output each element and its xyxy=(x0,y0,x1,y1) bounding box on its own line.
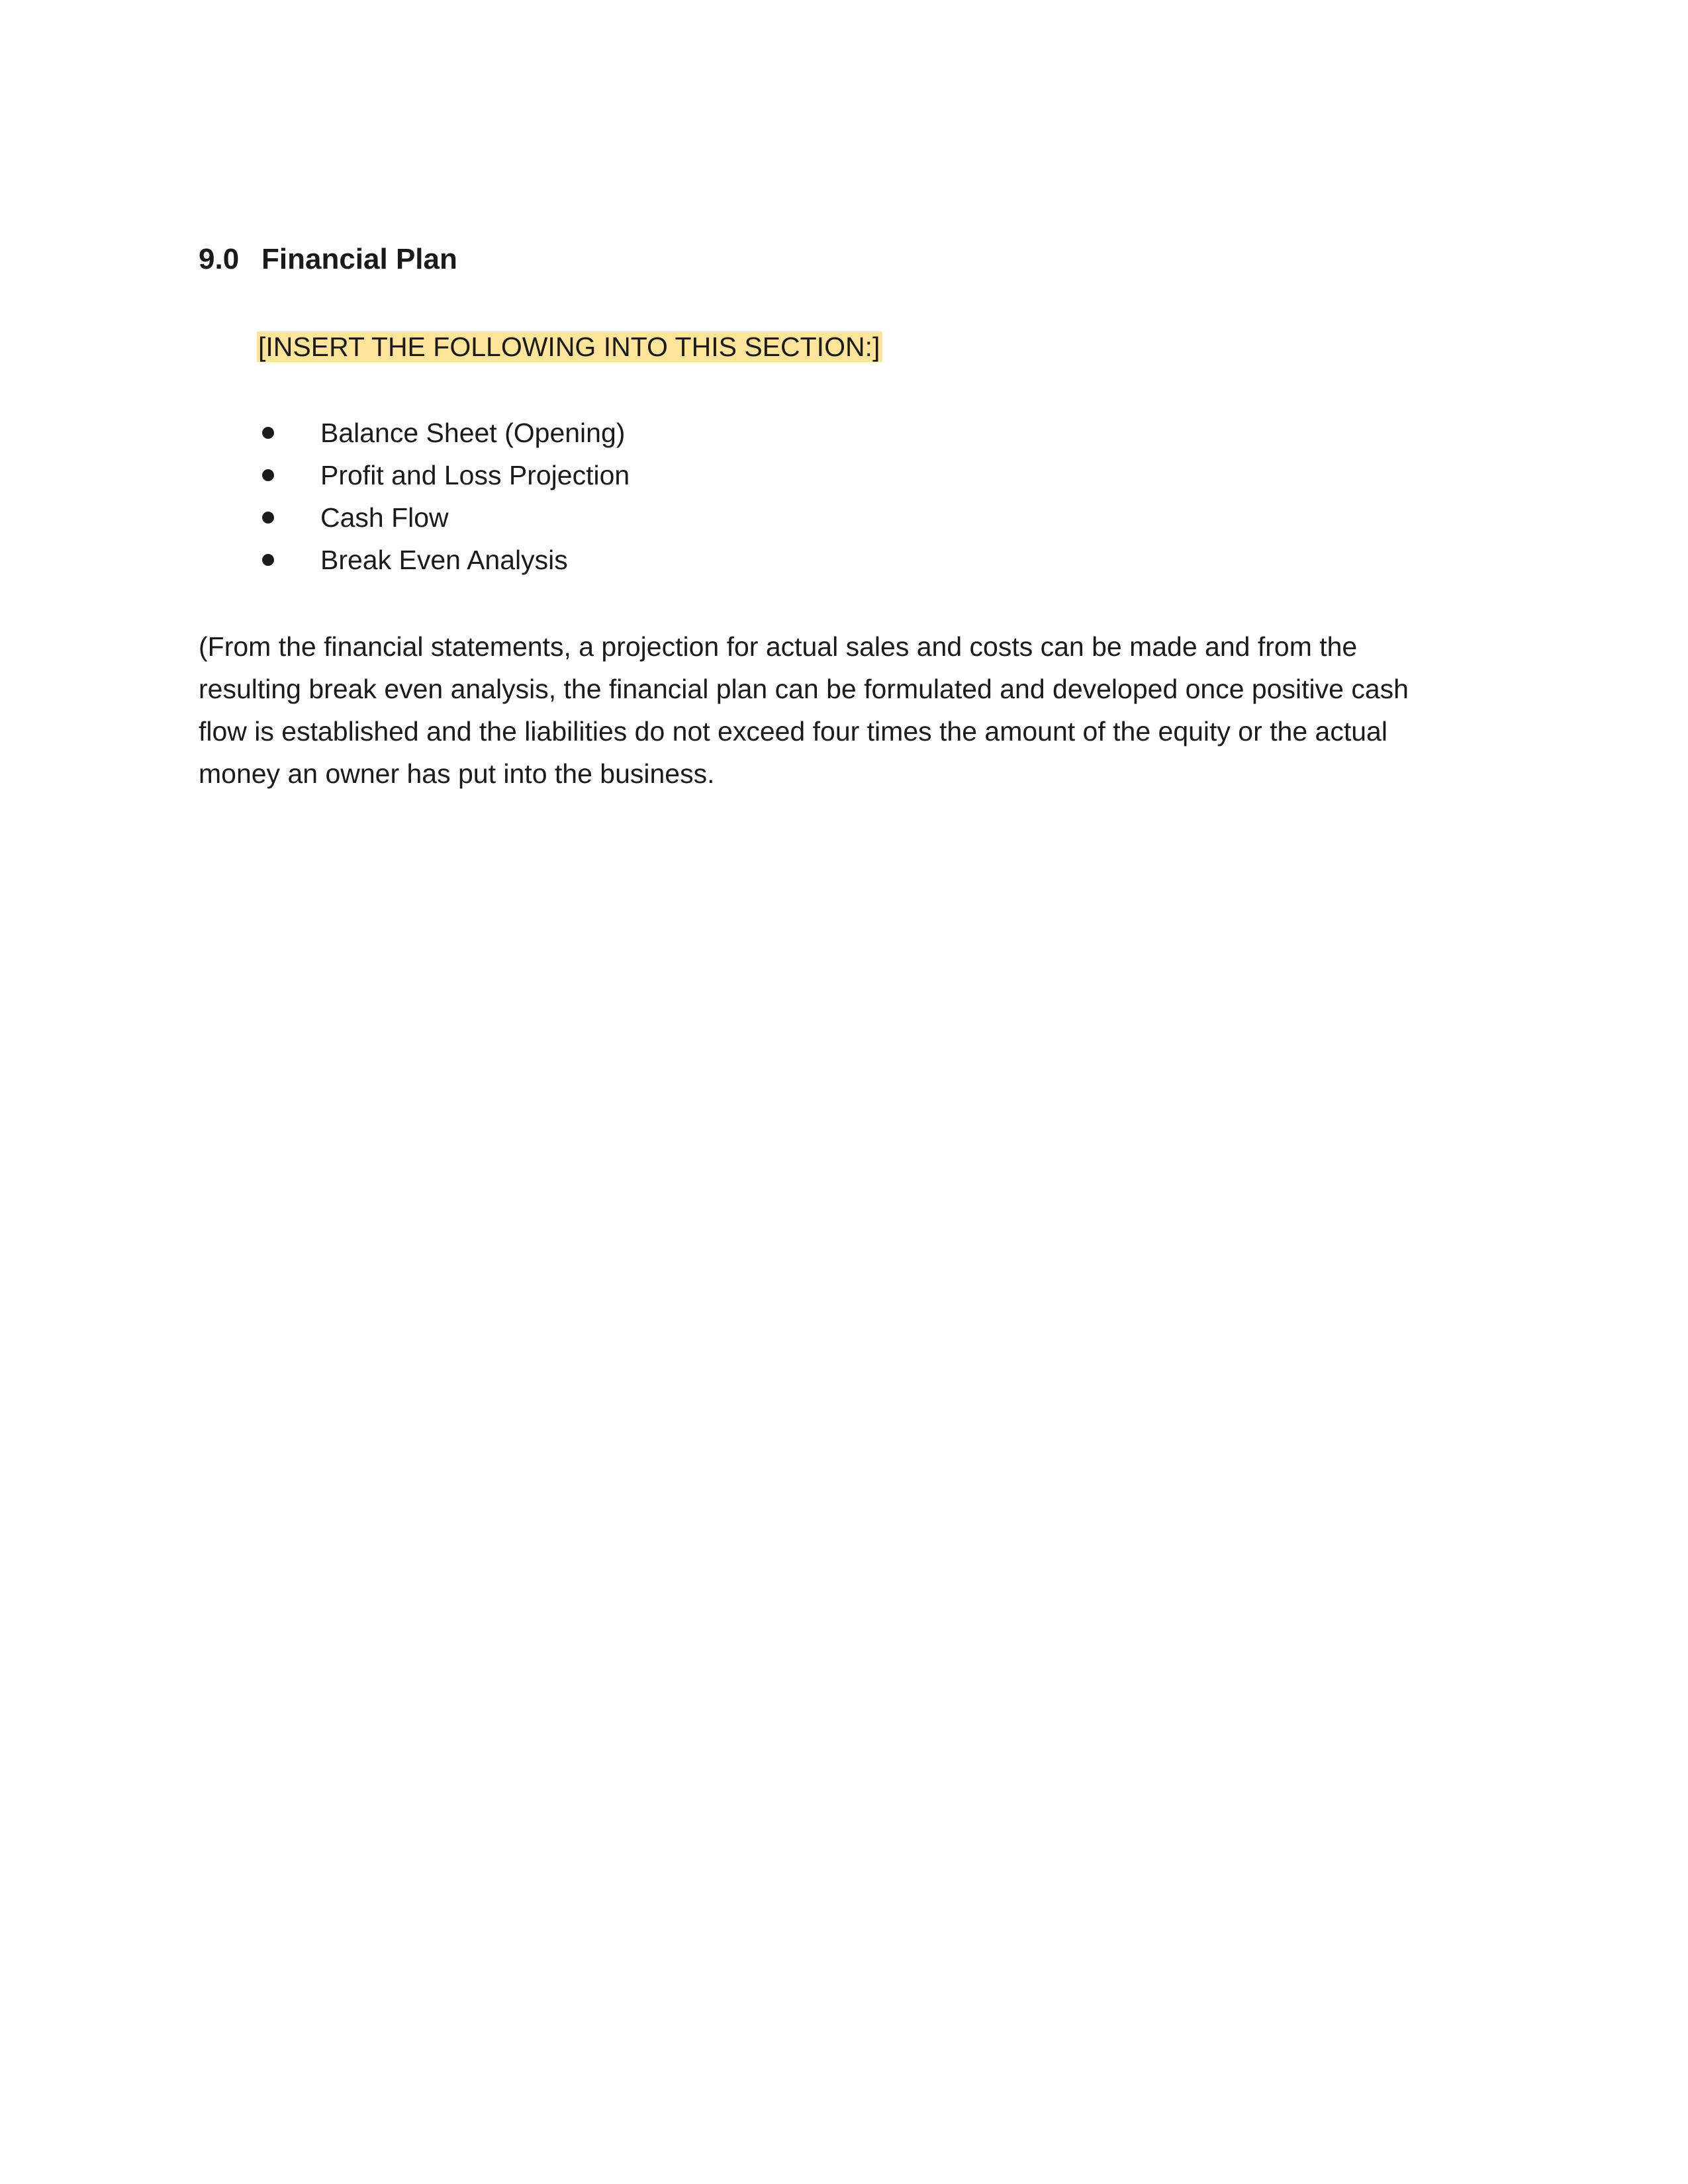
section-number: 9.0 xyxy=(199,243,240,275)
list-item xyxy=(257,496,630,539)
list-item xyxy=(257,412,630,454)
bullet-icon xyxy=(262,469,274,481)
bullet-icon xyxy=(262,427,274,439)
list-item-label: Profit and Loss Projection xyxy=(320,460,630,490)
body-paragraph: (From the financial statements, a projection for actual sales and costs can be made and from the resulting break even analysis, the financial plan can be formulated and developed once positive cash flow is established and the liabilities do not exceed four times the amount of the equity or the actual money an owner has put into the business. xyxy=(199,631,1409,789)
list-item-label: Break Even Analysis xyxy=(320,545,568,575)
bullet-icon xyxy=(262,512,274,523)
section-title: Financial Plan xyxy=(261,243,457,275)
section-heading xyxy=(199,240,457,279)
financial-statements-list xyxy=(257,412,630,581)
list-item xyxy=(257,454,630,496)
bullet-icon xyxy=(262,554,274,566)
instruction-note xyxy=(257,328,882,365)
list-item-label: Balance Sheet (Opening) xyxy=(320,418,626,448)
list-item xyxy=(257,539,630,581)
highlighted-instruction: [INSERT THE FOLLOWING INTO THIS SECTION:] xyxy=(257,332,882,362)
list-item-label: Cash Flow xyxy=(320,502,449,533)
